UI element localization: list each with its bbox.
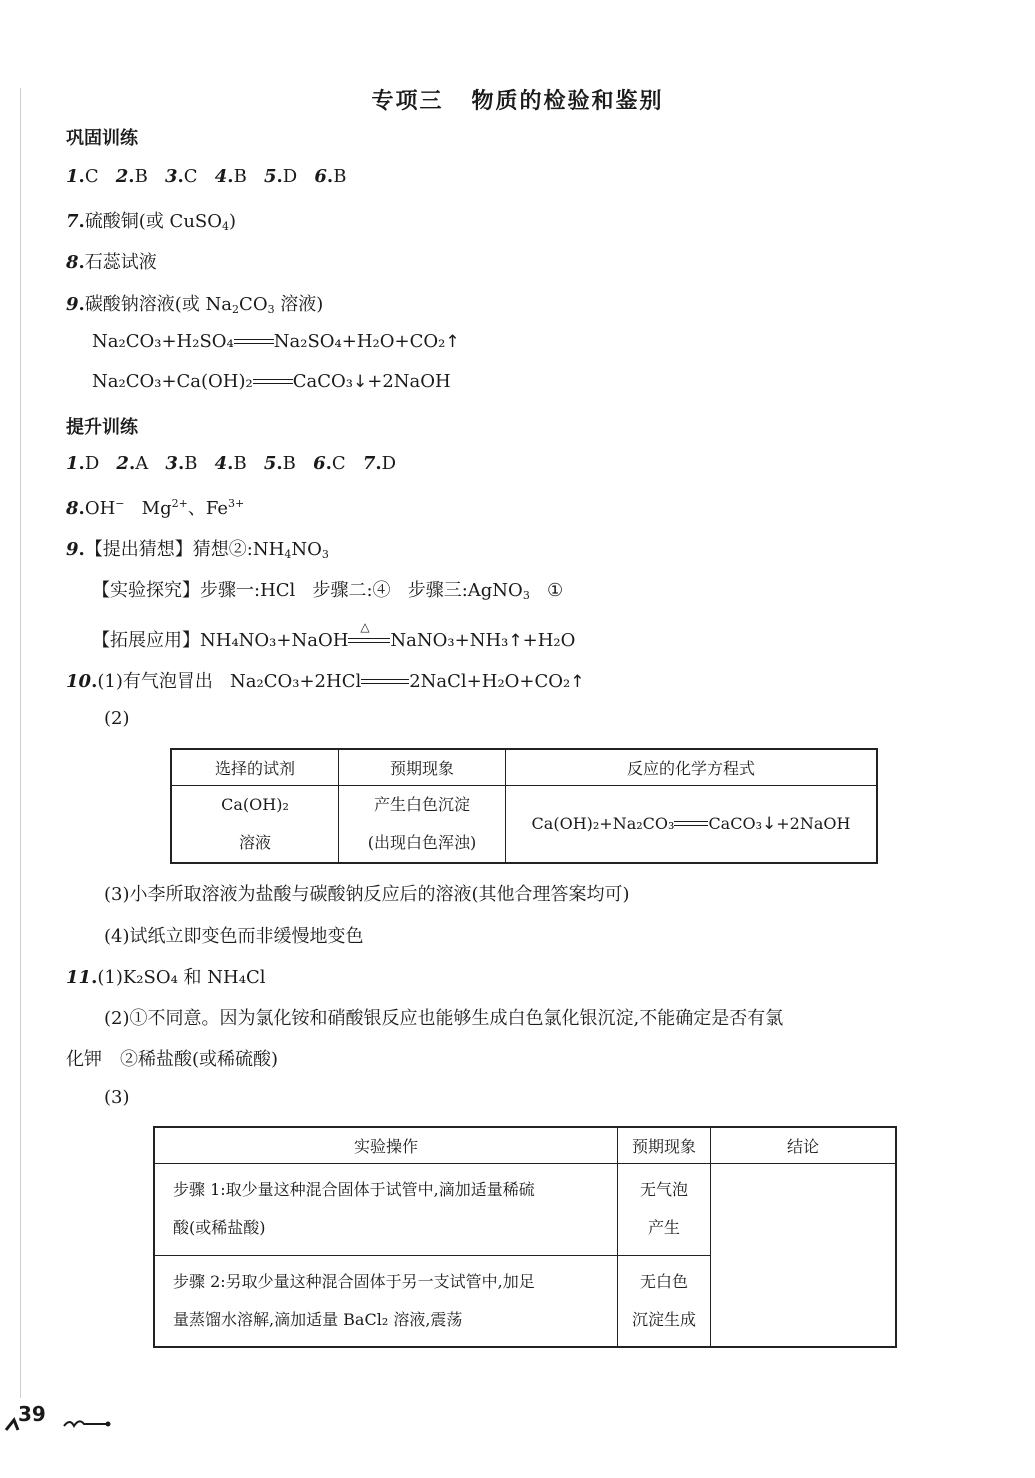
table-cell-reagent: Ca(OH)₂ 溶液 [171,785,339,863]
section-heading-consolidation: 巩固训练 [66,128,138,149]
answer-p2-10-part4: (4)试纸立即变色而非缓慢地变色 [104,926,364,947]
table-cell-operation: 步骤 2:另取少量这种混合固体于另一支试管中,加足 量蒸馏水溶解,滴加适量 BaCl₂ 溶液,震荡 [154,1255,618,1347]
answers-1-6 [66,166,346,187]
equals-sign [253,377,293,387]
answer-item: 3.B [165,453,198,474]
table-cell-phenomenon: 无白色 沉淀生成 [618,1255,711,1347]
answer-7: 7.硫酸铜(或 CuSO$_4$) [66,211,237,233]
experiment-table [153,1126,897,1348]
table-header: 反应的化学方程式 [506,749,878,785]
answer-item: 1.D [66,453,100,474]
equals-sign [234,337,274,347]
answer-p2-11-line2: (2)①不同意。因为氯化铵和硝酸银反应也能够生成白色氯化银沉淀,不能确定是否有氯 [104,1008,784,1029]
answer-p2-9-line1: 9.【提出猜想】猜想$②:NH_4NO_3$ [66,539,329,561]
answer-item: 5.B [263,453,296,474]
answer-p2-11-line1: 11.(1)K₂SO₄ 和 NH₄Cl [66,967,266,988]
table-cell-equation: Ca(OH)₂+Na₂CO₃ CaCO₃↓+2NaOH [506,785,878,863]
answer-p2-10-part3: (3)小李所取溶液为盐酸与碳酸钠反应后的溶液(其他合理答案均可) [104,884,630,905]
gas-arrow-icon: ↑ [570,672,585,692]
section-heading-improvement: 提升训练 [66,417,138,438]
answer-p2-10-part2-label: (2) [104,708,130,729]
answer-item: 4.B [214,453,247,474]
answer-item: 2.A [116,453,149,474]
answer-8: 8.石蕊试液 [66,252,157,273]
table-header: 预期现象 [618,1127,711,1163]
answer-item: 4.B [214,166,247,187]
answer-p2-11-part3-label: (3) [104,1087,130,1108]
table-cell-conclusion [711,1163,897,1347]
answer-p2-10-line1: 10.(1)有气泡冒出 Na₂CO₃+2HCl 2NaCl+H₂O+CO₂↑ [66,671,585,692]
reagent-table [170,748,878,864]
answer-item: 6.C [313,453,346,474]
answer-p2-9-line2: 【实验探究】步骤一:HCl 步骤二:④ 步骤三:AgNO$_3$ ① [92,580,564,602]
answer-item: 5.D [263,166,298,187]
table-header: 实验操作 [154,1127,618,1163]
page-title [0,84,1035,115]
answer-item: 3.C [164,166,198,187]
page-number: 39 [18,1402,46,1426]
answer-p2-9-line3: 【拓展应用】NH₄NO₃+NaOH △ NaNO₃+NH₃↑+H₂O [92,620,576,651]
left-margin-rule [20,88,21,1398]
precipitate-arrow-icon: ↓ [353,372,368,392]
equals-sign-heat [348,620,390,646]
table-header: 结论 [711,1127,897,1163]
gas-arrow-icon: ↑ [508,631,523,651]
equals-sign [361,677,409,687]
table-cell-operation: 步骤 1:取少量这种混合固体于试管中,滴加适量稀硫 酸(或稀盐酸) [154,1163,618,1255]
answer-item: 6.B [314,166,347,187]
answer-item: 1.C [66,166,99,187]
answer-item: 2.B [115,166,148,187]
answer-item: 7.D [362,453,397,474]
answer-p2-8: 8.OH− $Mg^{2+}$、$Fe^{3+}$ [66,497,245,519]
answer-9: 9.碳酸钠溶液(或 $Na_2CO_3$ 溶液) [66,294,324,316]
answers-p2-1-7 [66,453,396,474]
title-part1: 专项三 [371,88,444,114]
table-header: 预期现象 [339,749,506,785]
table-cell-phenomenon: 产生白色沉淀 (出现白色浑浊) [339,785,506,863]
equation-9b: Na₂CO₃+Ca(OH)₂ CaCO₃↓+2NaOH [92,371,451,392]
answer-p2-11-line3: 化钾 ②稀盐酸(或稀硫酸) [66,1049,279,1070]
equation-9a: Na₂CO₃+H₂SO₄ Na₂SO₄+H₂O+CO₂↑ [92,331,460,352]
table-cell-phenomenon: 无气泡 产生 [618,1163,711,1255]
title-part2: 物质的检验和鉴别 [471,88,664,114]
gas-arrow-icon: ↑ [445,332,460,352]
heat-triangle-icon: △ [360,620,370,634]
table-header: 选择的试剂 [171,749,339,785]
